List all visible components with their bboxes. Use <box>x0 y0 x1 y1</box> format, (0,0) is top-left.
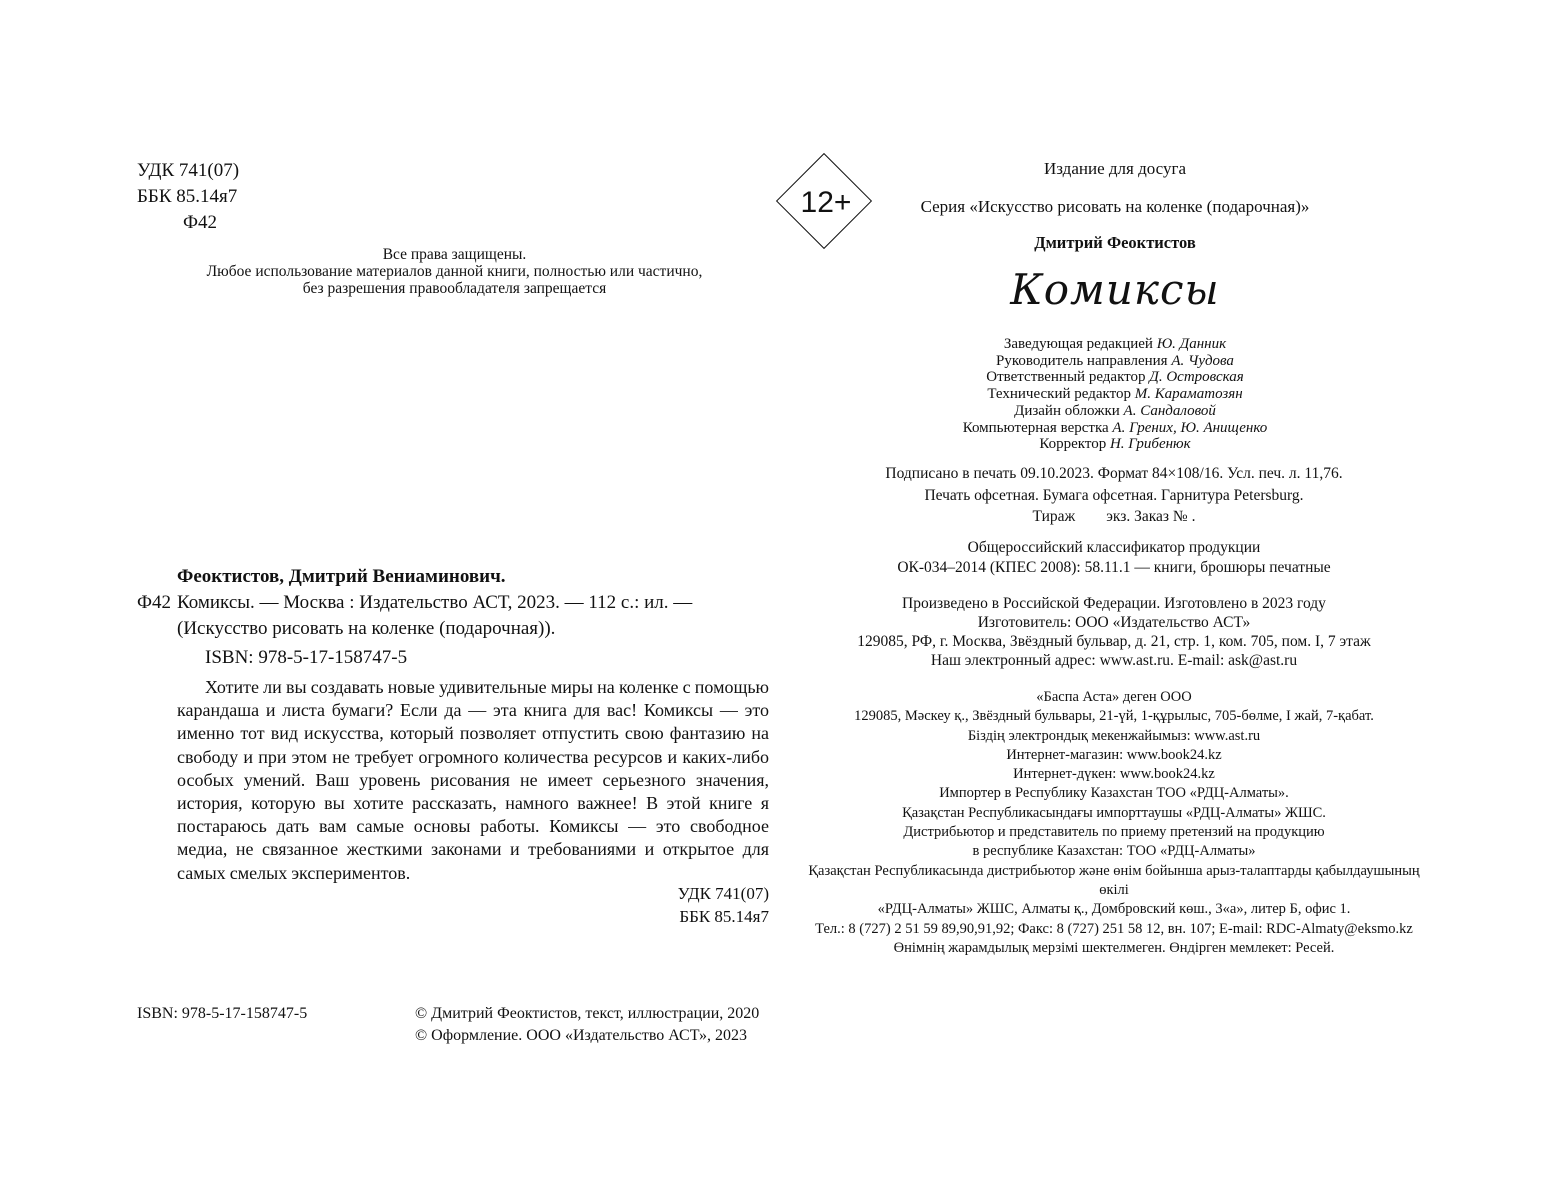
editorial-staff <box>880 336 1350 453</box>
production-line: Изготовитель: ООО «Издательство АСТ» <box>977 614 1251 631</box>
age-rating-label: 12+ <box>800 186 852 219</box>
rights-line: Все права защищены. <box>382 246 527 263</box>
production-line: Произведено в Российской Федерации. Изготовлено в 2023 году <box>902 595 1326 612</box>
kazakhstan-info <box>800 688 1428 958</box>
biblio-isbn: ISBN: 978-5-17-158747-5 <box>205 647 408 668</box>
kz-line: Импортер в Республику Казахстан ТОО «РДЦ-Алматы». <box>939 785 1289 802</box>
print-info-line: Печать офсетная. Бумага офсетная. Гарнитура Petersburg. <box>924 486 1304 504</box>
manufacturer-info <box>800 594 1428 670</box>
print-info-line: Тираж экз. Заказ № . <box>1032 508 1196 525</box>
print-info <box>800 463 1428 528</box>
age-rating-badge <box>776 153 876 253</box>
rights-notice <box>137 246 772 297</box>
staff-line: Корректор Н. Грибенюк <box>1039 436 1191 453</box>
udk-block-bottom <box>678 882 769 928</box>
kz-line: Қазақстан Республикасындағы импорттаушы «РДЦ-Алматы» ЖШС. <box>902 804 1326 821</box>
kz-line: Біздің электрондық мекенжайымыз: www.ast.ru <box>967 727 1261 744</box>
copyright-line: © Оформление. ООО «Издательство АСТ», 2023 <box>415 1027 748 1044</box>
rights-line: без разрешения правообладателя запрещается <box>302 280 607 297</box>
isbn-footer: ISBN: 978-5-17-158747-5 <box>137 1005 308 1022</box>
series-name: Серия «Искусство рисовать на коленке (подарочная)» <box>920 197 1310 216</box>
kz-line: Интернет-магазин: www.book24.kz <box>1006 746 1222 763</box>
biblio-description-line1: Комиксы. — Москва : Издательство АСТ, 2023. — 112 с.: ил. — <box>177 592 693 613</box>
print-info-line: Подписано в печать 09.10.2023. Формат 84×108/16. Усл. печ. л. 11,76. <box>885 465 1343 482</box>
staff-line: Руководитель направления А. Чудова <box>996 352 1234 369</box>
kz-line: «РДЦ-Алматы» ЖШС, Алматы қ., Домбровский көш., 3«а», литер Б, офис 1. <box>877 901 1351 918</box>
staff-line: Дизайн обложки А. Сандаловой <box>1014 402 1216 419</box>
classifier-line: Общероссийский классификатор продукции <box>967 539 1261 556</box>
kz-line: 129085, Мәскеу қ., Звёздный бульвары, 21-үй, 1-құрылыс, 705-бөлме, I жай, 7-қабат. <box>854 708 1374 725</box>
kz-line: «Баспа Аста» деген ООО <box>1036 689 1192 705</box>
author-name: Дмитрий Феоктистов <box>1034 233 1196 252</box>
staff-line: Технический редактор М. Караматозян <box>987 386 1243 403</box>
book-title: Комиксы <box>1010 265 1220 314</box>
product-classifier <box>800 538 1428 577</box>
kz-line: Өнімнің жарамдылық мерзімі шектелмеген. Өндірген мемлекет: Ресей. <box>893 939 1335 956</box>
annotation: Хотите ли вы создавать новые удивительные миры на коленке с помощью карандаша и листа бумаги? Если да — эта книга для вас! Комиксы — это именно тот вид искусства, который позволяет отпустить свою фантазию на свободу и при этом не требует огромного количества ресурсов и каких-либо особых умений. Ваш уровень рисования не имеет серьезного значения, история, которую вы хотите рассказать, намного важнее! В этой книге я постараюсь дать вам самые основы работы. Комиксы — это свободное медиа, не связанное жесткими законами и требованиями и открытое для самых смелых экспериментов. <box>177 677 769 883</box>
udk-block-top <box>137 158 239 236</box>
biblio-code: Ф42 <box>137 592 172 613</box>
staff-line: Компьютерная верстка А. Грених, Ю. Анищенко <box>962 419 1268 436</box>
kz-line: Дистрибьютор и представитель по приему претензий на продукцию <box>903 824 1325 841</box>
kz-line: в республике Казахстан: ТОО «РДЦ-Алматы» <box>972 843 1256 860</box>
staff-line: Ответственный редактор Д. Островская <box>986 369 1244 386</box>
author-mark: Ф42 <box>183 212 218 233</box>
rights-line: Любое использование материалов данной книги, полностью или частично, <box>206 263 703 280</box>
udk-code-bottom: УДК 741(07) <box>677 884 769 903</box>
staff-line: Заведующая редакцией Ю. Данник <box>1003 336 1227 352</box>
udk-code: УДК 741(07) <box>137 160 240 181</box>
bbk-code-bottom: ББК 85.14я7 <box>679 907 769 926</box>
biblio-author: Феоктистов, Дмитрий Вениаминович. <box>177 566 506 587</box>
publication-type: Издание для досуга <box>1044 159 1186 178</box>
kz-line: Интернет-дүкен: www.book24.kz <box>1013 766 1215 783</box>
production-line: Наш электронный адрес: www.ast.ru. E-mail: ask@ast.ru <box>930 652 1298 669</box>
copyright-block <box>415 1003 759 1047</box>
biblio-description-line2: (Искусство рисовать на коленке (подарочная)). <box>177 618 556 639</box>
classifier-line: ОК-034–2014 (КПЕС 2008): 58.11.1 — книги, брошюры печатные <box>897 558 1331 576</box>
copyright-line: © Дмитрий Феоктистов, текст, иллюстрации, 2020 <box>415 1005 760 1022</box>
kz-line: Тел.: 8 (727) 2 51 59 89,90,91,92; Факс: 8 (727) 251 58 12, вн. 107; E-mail: RDC-Almaty@eksmo.kz <box>815 920 1413 937</box>
bbk-code: ББК 85.14я7 <box>137 186 238 207</box>
production-line: 129085, РФ, г. Москва, Звёздный бульвар, д. 21, стр. 1, ком. 705, пом. I, 7 этаж <box>857 633 1371 650</box>
kz-line: Қазақстан Республикасында дистрибьютор және өнім бойынша арыз-талаптарды қабылдаушының өкілі <box>808 862 1420 898</box>
